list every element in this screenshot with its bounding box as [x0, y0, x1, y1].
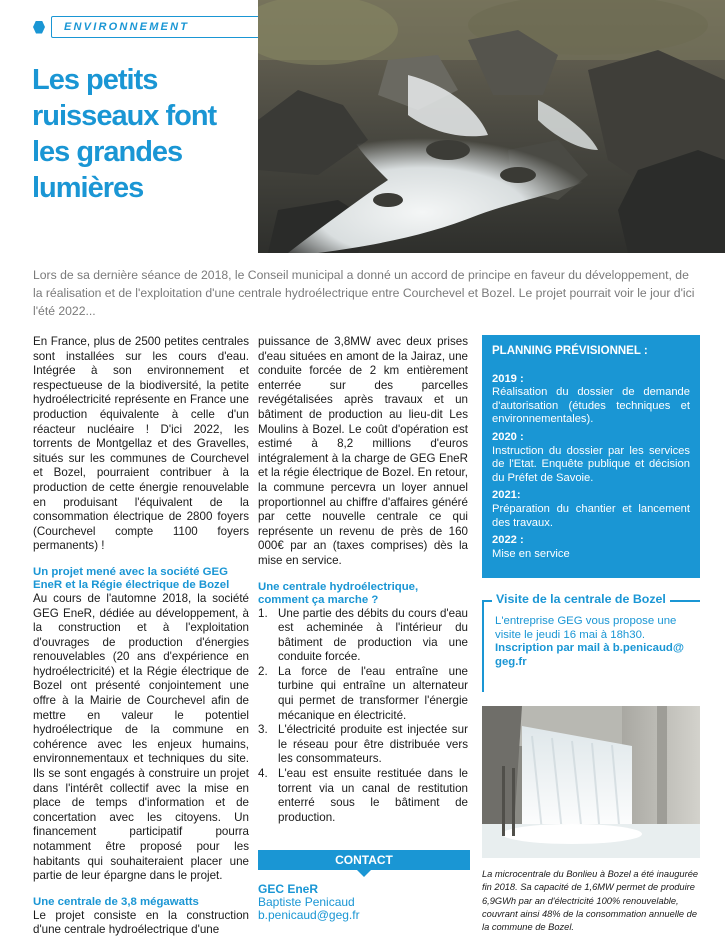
section-tag [33, 16, 261, 38]
body-paragraph: Au cours de l'automne 2018, la société GEG EneR, dédiée au développement, à la construction et à l'exploitation d'ouvrages de production d'énergies renouvelables (20 ans d'expérience en hydroélectricité) et la Régie électrique de Bozel ont présenté conjointement une offre à la Mairie de Courchevel afin de mettre en valeur le potentiel hydroélectrique de la commune en cohérence avec les enjeux humains, environnementaux et techniques du site. Ils se sont engagés à construire un projet dans l'intérêt collectif avec la mise en place de temps d'information et de concertation avec les citoyens. Un financement participatif pourra notamment être proposé pour les habitants qui souhaiteraient placer une partie de leur épargne dans le projet. [33, 591, 249, 883]
visit-text: L'entreprise GEG vous propose une visite le jeudi 16 mai à 18h30. [495, 615, 677, 641]
planning-year: 2021: [492, 489, 521, 502]
microcentrale-photo [482, 706, 700, 858]
contact-name: Baptiste Penicaud [258, 895, 355, 909]
subheading: Une centrale de 3,8 mégawatts [33, 895, 199, 908]
contact-box [258, 850, 470, 922]
section-label: ENVIRONNEMENT [51, 16, 261, 38]
step-number: 1. [258, 606, 268, 620]
step-text: La force de l'eau entraîne une turbine qui entraîne un alternateur qui permet de transformer l'énergie mécanique en électricité. [278, 664, 468, 722]
dam-image [482, 706, 700, 858]
subheading: Une centrale hydroélectrique, comment ça marche ? [258, 580, 419, 606]
planning-year: 2022 : [492, 534, 524, 547]
hero-photo-waterfall [258, 0, 725, 253]
article-title: Les petits ruisseaux font les grandes lumières [32, 64, 217, 204]
intro-paragraph: Lors de sa dernière séance de 2018, le Conseil municipal a donné un accord de principe en faveur du développement, de la réalisation et de l'exploitation d'une centrale hydroélectrique entre Courchevel et Bozel. Le projet pourrait voir le jour d'ici l'été 2022... [33, 268, 695, 318]
planning-year: 2019 : [492, 372, 524, 385]
step-text: L'électricité produite est injectée sur le réseau pour être distribuée vers les consommateurs. [278, 723, 468, 766]
planning-desc: Réalisation du dossier de demande d'autorisation (études techniques et environnementales). [492, 386, 690, 426]
body-paragraph: En France, plus de 2500 petites centrales sont installées sur les cours d'eau. Intégrée à son environnement et respectueuse de la biodiversité, la petite hydroélectricité représente en France une production équivalente à celle d'un réacteur nucléaire ! D'ici 2022, les torrents de Montgellaz et des Gravelles, situés sur les communes de Courchevel et Bozel, pourraient contribuer à la production de cette énergie renouvelable en produisant l'équivalent de la consommation électrique de 2800 foyers (Courchevel compte 1100 foyers permanents) ! [33, 335, 249, 553]
planning-box [482, 335, 700, 578]
step-text: Une partie des débits du cours d'eau est acheminée à l'intérieur du bâtiment de production via une conduite forcée. [278, 606, 468, 664]
step-number: 3. [258, 723, 268, 737]
visit-body [495, 615, 700, 669]
step-text: L'eau est ensuite restituée dans le torrent via un canal de restitution enterré sous le bâtiment de production. [278, 767, 468, 824]
contact-email[interactable]: b.penicaud@geg.fr [258, 908, 360, 922]
planning-desc: Mise en service [492, 547, 570, 560]
article-column-1 [33, 335, 249, 938]
subheading: Un projet mené avec la société GEG EneR et la Régie électrique de Bozel [33, 565, 230, 591]
hexagon-icon [33, 21, 45, 34]
list-item [258, 723, 468, 767]
step-number: 4. [258, 767, 268, 781]
article-column-2 [258, 335, 468, 825]
visit-signup-email[interactable]: Inscription par mail à b.penicaud@ geg.fr [495, 642, 684, 668]
visit-title: Visite de la centrale de Bozel [492, 593, 670, 607]
body-paragraph: Le projet consiste en la construction d'une centrale hydroélectrique d'une [33, 908, 249, 937]
list-item [258, 607, 468, 665]
list-item [258, 767, 468, 825]
body-paragraph: puissance de 3,8MW avec deux prises d'eau situées en amont de la Jairaz, une conduite forcée de 2 km entièrement enterrée sur des parcelles revégétalisées après travaux et un bâtiment de production au lieu-dit Les Moulins à Bozel. Le coût d'opération est estimé à 8,2 millions d'euros intégralement à la charge de GEG EneR et la régie électrique de Bozel. En retour, la commune percevra un loyer annuel proportionnel au chiffre d'affaires généré par cette nouvelle centrale ce qui représente un revenu de près de 160 000€ par an (taxes comprises) dès la mise en service. [258, 335, 468, 567]
waterfall-image [258, 0, 725, 253]
planning-desc: Instruction du dossier par les services de l'Etat. Enquête publique et décision du Préfet de Savoie. [492, 444, 690, 484]
planning-desc: Préparation du chantier et lancement des travaux. [492, 502, 690, 529]
steps-list [258, 607, 468, 826]
contact-org: GEC EneR [258, 882, 319, 896]
contact-details [258, 883, 470, 922]
contact-heading: CONTACT [258, 850, 470, 870]
photo-caption: La microcentrale du Bonlieu à Bozel a été inaugurée fin 2018. Sa capacité de 1,6MW permet de produire 6,9GWh par an d'électricité 100% renouvelable, couvrant ainsi 48% de la consommation annuelle de la commune de Bozel. [482, 869, 699, 933]
list-item [258, 665, 468, 723]
step-number: 2. [258, 664, 268, 678]
planning-year: 2020 : [492, 430, 524, 443]
planning-title: PLANNING PRÉVISIONNEL : [492, 345, 648, 357]
visit-box [482, 592, 700, 692]
